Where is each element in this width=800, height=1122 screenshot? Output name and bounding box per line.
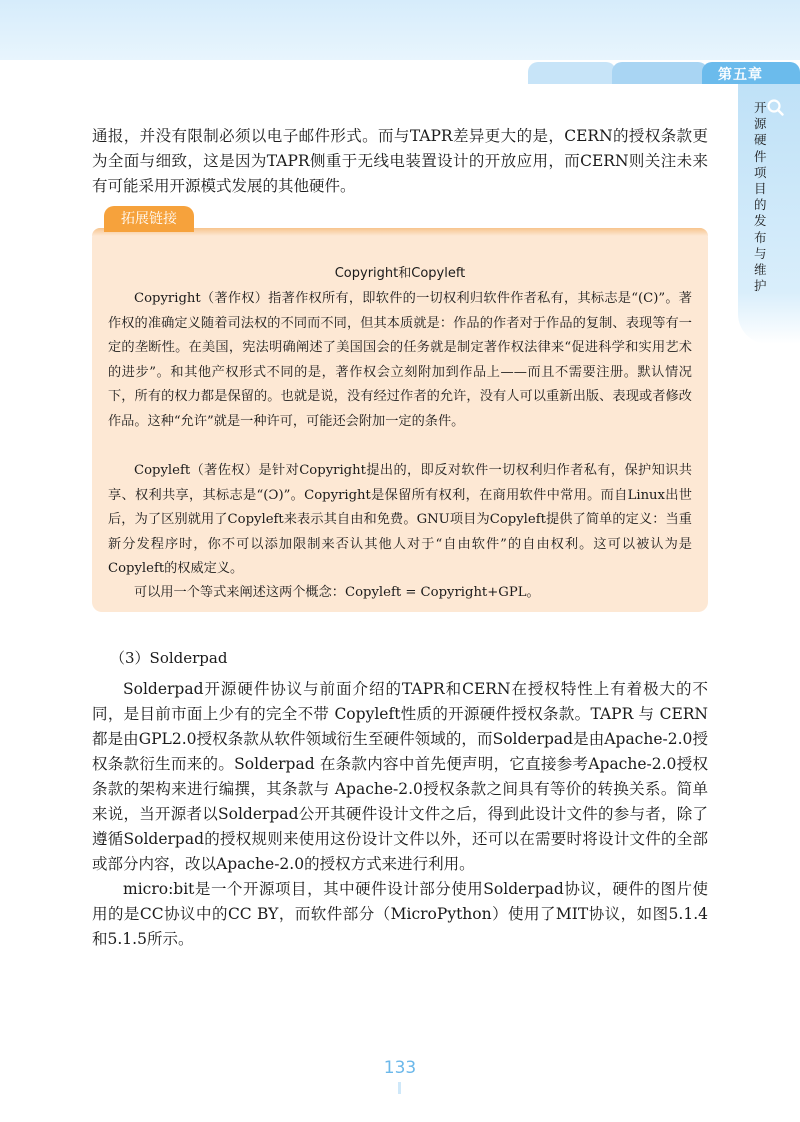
header-band bbox=[0, 0, 800, 60]
header-tab-decoration bbox=[612, 62, 708, 84]
body-paragraph: micro:bit是一个开源项目，其中硬件设计部分使用Solderpad协议，硬件的图片使用的是CC协议中的CC BY，而软件部分（MicroPython）使用了MIT协议，如图5.1.4和5.1.5所示。 bbox=[92, 880, 708, 948]
page-number: 133 bbox=[383, 1058, 417, 1078]
extension-paragraph: Copyleft（著佐权）是针对Copyright提出的，即反对软件一切权利归作者私有，保护知识共享、权利共享，其标志是“(Ɔ)”。Copyright是保留所有权利，在商用软件中常用。而自Linux出世后，为了区别就用了Copyleft来表示其自由和免费。GNU项目为Copyleft提供了简单的定义：当重新分发程序时，你不可以添加限制来否认其他人对于“自由软件”的自由权利。这可以被认为是Copyleft的权威定义。 bbox=[108, 463, 692, 576]
page-number-tick bbox=[398, 1082, 401, 1094]
body-paragraph: 通报，并没有限制必须以电子邮件形式。而与TAPR差异更大的是，CERN的授权条款更为全面与细致，这是因为TAPR侧重于无线电装置设计的开放应用，而CERN则关注未来有可能采用开源模式发展的其他硬件。 bbox=[92, 127, 708, 195]
header-tab-decoration bbox=[528, 62, 616, 84]
chapter-label: 第五章 bbox=[718, 67, 763, 83]
extension-title: Copyright和Copyleft bbox=[334, 266, 466, 281]
body-paragraph: Solderpad开源硬件协议与前面介绍的TAPR和CERN在授权特性上有着极大的不同，是目前市面上少有的完全不带 Copyleft性质的开源硬件授权条款。TAPR 与 CERN 都是由GPL2.0授权条款从软件领域衍生至硬件领域的，而Solderpad是由Apache-2.0授权条款衍生而来的。Solderpad 在条款内容中首先便声明，它直接参考Apache-2.0授权条款的架构来进行编撰，其条款与 Apache-2.0授权条款之间具有等价的转换关系。简单来说，当开源者以Solderpad公开其硬件设计文件之后，得到此设计文件的参与者，除了遵循Solderpad的授权规则来使用这份设计文件以外，还可以在需要时将设计文件的全部或部分内容，改以Apache-2.0的授权方式来进行利用。 bbox=[92, 680, 708, 873]
side-title: 开源硬件项目的发布与维护 bbox=[754, 100, 767, 294]
extension-tag: 拓展链接 bbox=[104, 206, 194, 232]
extension-paragraph: Copyright（著作权）指著作权所有，即软件的一切权利归软件作者私有，其标志是“(C)”。著作权的准确定义随着司法权的不同而不同，但其本质就是：作品的作者对于作品的复制、表现等有一定的垄断性。在美国，宪法明确阐述了美国国会的任务就是制定著作权法律来“促进科学和实用艺术的进步”。和其他产权形式不同的是，著作权会立刻附加到作品上——而且不需要注册。默认情况下，所有的权力都是保留的。也就是说，没有经过作者的允许，没有人可以重新出版、表现或者修改作品。这种“允许”就是一种许可，可能还会附加一定的条件。 bbox=[108, 291, 692, 429]
extension-paragraph: 可以用一个等式来阐述这两个概念：Copyleft = Copyright+GPL。 bbox=[134, 585, 540, 600]
section-heading: （3）Solderpad bbox=[110, 649, 228, 667]
